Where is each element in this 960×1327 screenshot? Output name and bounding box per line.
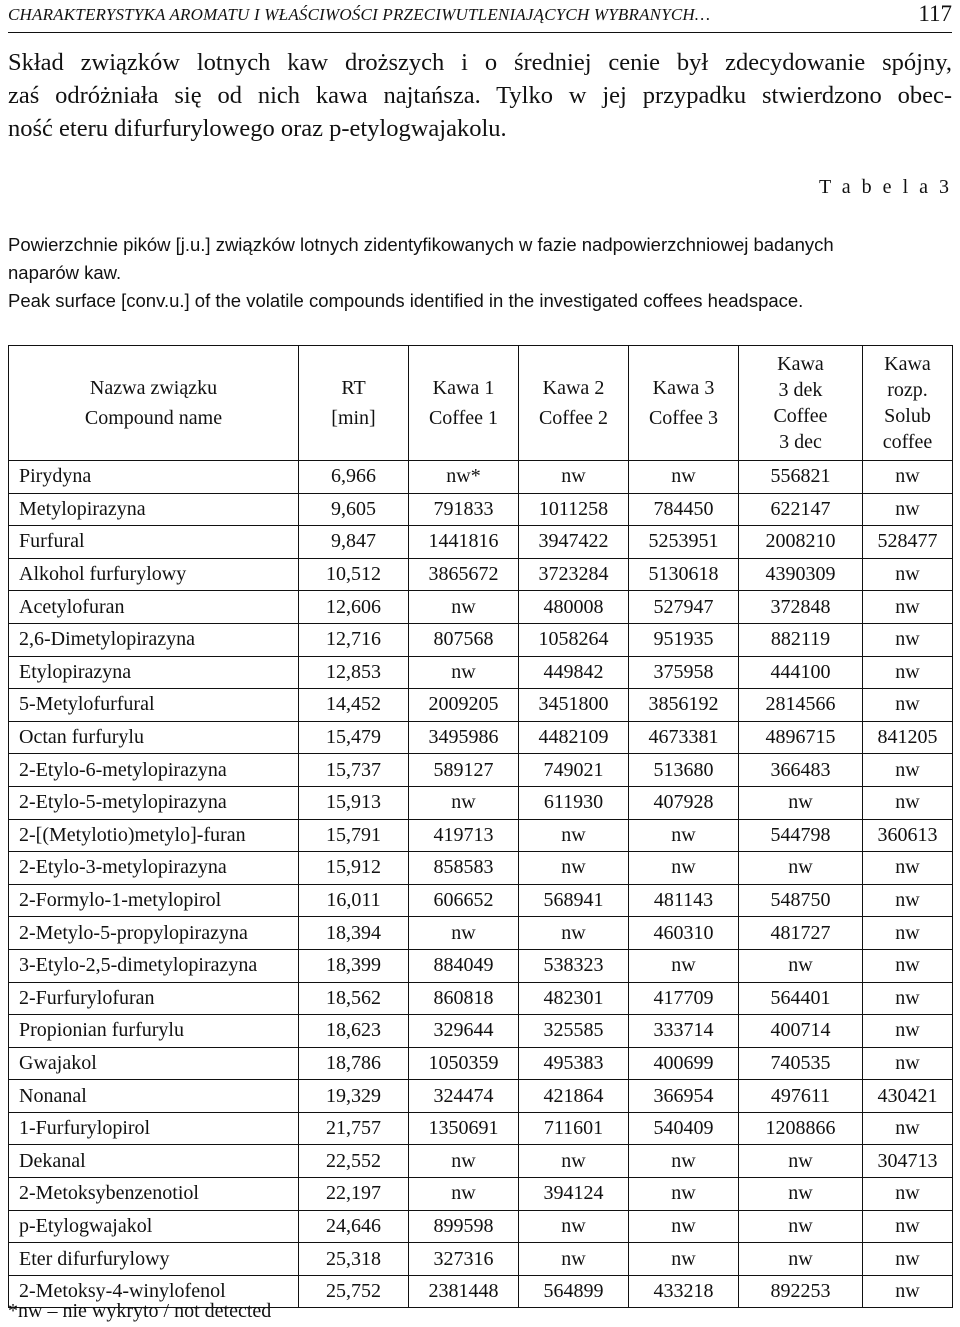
table-cell: nw [409,1178,519,1211]
table-cell: 3495986 [409,721,519,754]
table-cell: 481143 [629,884,739,917]
table-cell: 497611 [739,1080,863,1113]
table-label: T a b e l a 3 [818,176,952,198]
table-cell: 5253951 [629,526,739,559]
table-cell: 9,605 [299,493,409,526]
column-header-line: coffee [882,431,933,453]
table-row [9,786,953,819]
table-cell: 18,623 [299,1015,409,1048]
table-row [9,526,953,559]
table-cell: 3947422 [519,526,629,559]
table-cell: 15,913 [299,786,409,819]
compound-name-cell: 2-[(Metylotio)metylo]-furan [9,819,299,852]
table-cell: nw [629,1145,739,1178]
column-header-line: Kawa 3 [652,377,715,399]
compound-name-cell: Pirydyna [9,461,299,494]
table-cell: 2381448 [409,1275,519,1308]
page-header [8,0,952,33]
table-cell: 480008 [519,591,629,624]
column-header-line: Kawa [884,353,931,375]
table-row [9,1015,953,1048]
table-cell: 372848 [739,591,863,624]
table-cell: 1058264 [519,623,629,656]
compound-name-cell: 2-Etylo-5-metylopirazyna [9,786,299,819]
table-cell: nw [863,917,953,950]
table-cell: 15,912 [299,852,409,885]
table-cell: nw [629,1243,739,1276]
compound-name-cell: Gwajakol [9,1047,299,1080]
table-cell: 2814566 [739,689,863,722]
table-cell: 884049 [409,949,519,982]
compound-name-cell: 2-Etylo-3-metylopirazyna [9,852,299,885]
table-row [9,949,953,982]
table-cell: 449842 [519,656,629,689]
table-cell: 329644 [409,1015,519,1048]
table-cell: 12,606 [299,591,409,624]
table-cell: nw [739,786,863,819]
column-header-line: Coffee 3 [648,407,719,429]
compound-name-cell: Furfural [9,526,299,559]
table-cell: nw [629,819,739,852]
table-cell: 419713 [409,819,519,852]
table-cell: 740535 [739,1047,863,1080]
table-row [9,656,953,689]
table-row [9,819,953,852]
table-cell: nw [739,949,863,982]
table-row [9,461,953,494]
table-cell: 2009205 [409,689,519,722]
table-cell: 16,011 [299,884,409,917]
table-cell: nw [863,1112,953,1145]
table-cell: 24,646 [299,1210,409,1243]
paragraph-line: ność eteru difurfurylowego oraz p-etylogwajakolu. [8,115,507,142]
table-row [9,1178,953,1211]
table-row [9,982,953,1015]
table-body [9,461,953,1308]
table-cell: 304713 [863,1145,953,1178]
table-cell: 544798 [739,819,863,852]
table-cell: 15,479 [299,721,409,754]
table-cell: nw [863,1243,953,1276]
column-header-line: Coffee [773,405,828,427]
compound-name-cell: Metylopirazyna [9,493,299,526]
compound-name-cell: Etylopirazyna [9,656,299,689]
table-cell: 14,452 [299,689,409,722]
compound-name-cell: 2,6-Dimetylopirazyna [9,623,299,656]
table-cell: 15,737 [299,754,409,787]
compound-name-cell: 2-Metoksy-4-winylofenol [9,1275,299,1308]
table-cell: 333714 [629,1015,739,1048]
table-row [9,591,953,624]
table-cell: 366954 [629,1080,739,1113]
column-header-line: Coffee 2 [538,407,609,429]
table-cell: 538323 [519,949,629,982]
table-cell: 548750 [739,884,863,917]
table-cell: 360613 [863,819,953,852]
table-row [9,558,953,591]
table-cell: nw [863,1275,953,1308]
compound-name-cell: 3-Etylo-2,5-dimetylopirazyna [9,949,299,982]
table-cell: nw [519,1243,629,1276]
table-cell: nw [519,852,629,885]
table-cell: nw [739,1210,863,1243]
table-cell: nw [863,461,953,494]
table-cell: 22,552 [299,1145,409,1178]
table-cell: 564899 [519,1275,629,1308]
paragraph-line: zaś odróżniała się od nich kawa najtańsza. Tylko w jej przypadku stwierdzono obec- [8,82,952,109]
table-cell: 540409 [629,1112,739,1145]
table-cell: nw [519,461,629,494]
table-caption [8,231,954,315]
table-cell: 324474 [409,1080,519,1113]
table-cell: nw [409,917,519,950]
column-header-line: 3 dec [779,431,822,453]
caption-line: Powierzchnie pików [j.u.] związków lotnych zidentyfikowanych w fazie nadpowierzchniowej badanych [8,234,834,255]
table-row [9,884,953,917]
table-cell: 325585 [519,1015,629,1048]
table-cell: 19,329 [299,1080,409,1113]
table-cell: 622147 [739,493,863,526]
table-cell: nw [519,1145,629,1178]
table-cell: 611930 [519,786,629,819]
table-cell: nw [739,852,863,885]
column-header [9,346,299,461]
table-cell: 3451800 [519,689,629,722]
table-cell: 22,197 [299,1178,409,1211]
table-cell: nw [863,656,953,689]
column-header-line: [min] [331,407,376,429]
table-cell: 882119 [739,623,863,656]
table-cell: nw [629,1210,739,1243]
table-cell: nw [739,1178,863,1211]
table-cell: 417709 [629,982,739,1015]
table-row [9,623,953,656]
table-cell: 4390309 [739,558,863,591]
running-head: CHARAKTERYSTYKA AROMATU I WŁAŚCIWOŚCI PRZECIWUTLENIAJĄCYCH WYBRANYCH… [8,5,711,24]
table-cell: 892253 [739,1275,863,1308]
table-cell: 2008210 [739,526,863,559]
table-row [9,689,953,722]
body-paragraph [8,46,952,145]
table-cell: nw [863,493,953,526]
compound-name-cell: 2-Etylo-6-metylopirazyna [9,754,299,787]
table-cell: 6,966 [299,461,409,494]
table-cell: 711601 [519,1112,629,1145]
table-cell: 749021 [519,754,629,787]
table-cell: 9,847 [299,526,409,559]
column-header-line: Kawa 2 [542,377,605,399]
table-cell: 18,399 [299,949,409,982]
table-row [9,1112,953,1145]
table-cell: 25,752 [299,1275,409,1308]
compound-name-cell: 2-Formylo-1-metylopirol [9,884,299,917]
table-cell: 482301 [519,982,629,1015]
table-cell: nw [629,949,739,982]
table-cell: nw [739,1145,863,1178]
table-cell: 564401 [739,982,863,1015]
table-cell: 556821 [739,461,863,494]
table-cell: 460310 [629,917,739,950]
table-cell: 951935 [629,623,739,656]
table-cell: 18,562 [299,982,409,1015]
table-header-row [9,346,953,461]
table-cell: 5130618 [629,558,739,591]
compound-name-cell: Alkohol furfurylowy [9,558,299,591]
table-cell: nw [409,591,519,624]
table-cell: 527947 [629,591,739,624]
table-cell: 12,716 [299,623,409,656]
table-cell: 4673381 [629,721,739,754]
table-cell: 528477 [863,526,953,559]
column-header-line: Compound name [84,407,223,429]
table-cell: 366483 [739,754,863,787]
table-cell: 481727 [739,917,863,950]
table-row [9,493,953,526]
table-cell: 1208866 [739,1112,863,1145]
table-cell: 433218 [629,1275,739,1308]
data-table [8,345,953,1308]
column-header-line: RT [341,377,366,399]
column-header-line: Coffee 1 [428,407,499,429]
table-cell: 18,786 [299,1047,409,1080]
table-cell: 860818 [409,982,519,1015]
table-cell: 589127 [409,754,519,787]
table-cell: nw [863,1210,953,1243]
table-cell: 784450 [629,493,739,526]
compound-name-cell: Octan furfurylu [9,721,299,754]
table-cell: 430421 [863,1080,953,1113]
table-row [9,1047,953,1080]
column-header [519,346,629,461]
table-cell: nw [863,558,953,591]
table-cell: 841205 [863,721,953,754]
paragraph-line: Skład związków lotnych kaw droższych i o średniej cenie był zdecydowanie spójny, [8,49,952,76]
table-cell: 400714 [739,1015,863,1048]
table-cell: 4482109 [519,721,629,754]
table-cell: 513680 [629,754,739,787]
table-cell: nw [863,689,953,722]
table-row [9,1210,953,1243]
column-header-line: Solub [884,405,931,427]
table-cell: nw [739,1243,863,1276]
column-header-line: Nazwa związku [89,377,218,399]
compound-name-cell: Propionian furfurylu [9,1015,299,1048]
table-cell: 495383 [519,1047,629,1080]
table-cell: 444100 [739,656,863,689]
compound-name-cell: 2-Metoksybenzenotiol [9,1178,299,1211]
column-header-line: rozp. [887,379,928,401]
compound-name-cell: Dekanal [9,1145,299,1178]
table-cell: nw [519,819,629,852]
table-cell: 1050359 [409,1047,519,1080]
table-cell: nw* [409,461,519,494]
table-cell: 606652 [409,884,519,917]
compound-name-cell: Nonanal [9,1080,299,1113]
compound-name-cell: p-Etylogwajakol [9,1210,299,1243]
table-cell: nw [629,1178,739,1211]
table-cell: 421864 [519,1080,629,1113]
table-cell: nw [863,1178,953,1211]
table-cell: nw [629,852,739,885]
table-cell: nw [863,949,953,982]
table-cell: 15,791 [299,819,409,852]
table-row [9,1243,953,1276]
compound-name-cell: 2-Furfurylofuran [9,982,299,1015]
table-cell: nw [409,786,519,819]
table-cell: nw [863,786,953,819]
table-cell: 407928 [629,786,739,819]
table-cell: nw [519,917,629,950]
caption-line: naparów kaw. [8,262,122,283]
table-cell: 1350691 [409,1112,519,1145]
column-header [863,346,953,461]
column-header-line: 3 dek [778,379,823,401]
column-header-line: Kawa 1 [432,377,495,399]
table-cell: 3856192 [629,689,739,722]
table-cell: 4896715 [739,721,863,754]
table-cell: 375958 [629,656,739,689]
table-row [9,1080,953,1113]
table-cell: 807568 [409,623,519,656]
compound-name-cell: 5-Metylofurfural [9,689,299,722]
table-cell: 12,853 [299,656,409,689]
table-cell: nw [863,1015,953,1048]
table-cell: 10,512 [299,558,409,591]
compound-name-cell: Eter difurfurylowy [9,1243,299,1276]
table-cell: 791833 [409,493,519,526]
table-cell: nw [629,461,739,494]
page-number: 117 [918,1,952,26]
table-cell: 858583 [409,852,519,885]
table-cell: nw [863,754,953,787]
table-row [9,754,953,787]
table-cell: 25,318 [299,1243,409,1276]
column-header [629,346,739,461]
table-cell: nw [863,623,953,656]
table-cell: nw [409,656,519,689]
compound-name-cell: 1-Furfurylopirol [9,1112,299,1145]
table-cell: 3865672 [409,558,519,591]
table-cell: 899598 [409,1210,519,1243]
table-cell: 3723284 [519,558,629,591]
compound-name-cell: 2-Metylo-5-propylopirazyna [9,917,299,950]
table-cell: nw [863,982,953,1015]
table-cell: 1011258 [519,493,629,526]
table-row [9,721,953,754]
table-row [9,1145,953,1178]
column-header [409,346,519,461]
caption-line: Peak surface [conv.u.] of the volatile compounds identified in the investigated coffees headspace. [8,290,804,311]
table-cell: nw [863,1047,953,1080]
table-cell: 394124 [519,1178,629,1211]
footnote: *nw – nie wykryto / not detected [8,1300,272,1322]
table-cell: 1441816 [409,526,519,559]
table-cell: nw [863,591,953,624]
column-header [739,346,863,461]
table-cell: 568941 [519,884,629,917]
column-header-line: Kawa [777,353,824,375]
table-cell: nw [863,852,953,885]
compound-name-cell: Acetylofuran [9,591,299,624]
table-cell: nw [863,884,953,917]
table-cell: nw [409,1145,519,1178]
table-row [9,917,953,950]
table-cell: 18,394 [299,917,409,950]
table-cell: nw [519,1210,629,1243]
table-cell: 21,757 [299,1112,409,1145]
column-header [299,346,409,461]
table-row [9,852,953,885]
table-cell: 400699 [629,1047,739,1080]
table-cell: 327316 [409,1243,519,1276]
